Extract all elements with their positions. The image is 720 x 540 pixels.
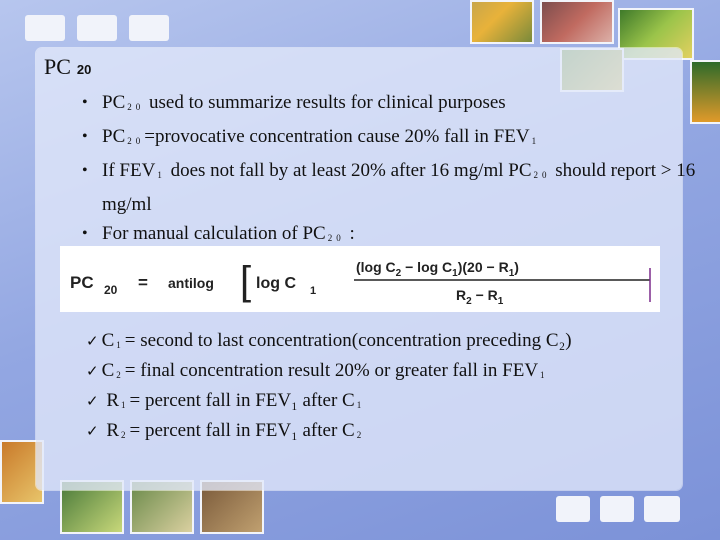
formula-log-c1-sub: 1 xyxy=(310,285,317,297)
subscript: 2 xyxy=(121,430,130,440)
subscript: 1 xyxy=(531,136,541,146)
definition-item xyxy=(86,328,686,358)
subscript: 20 xyxy=(127,136,145,146)
film-frame xyxy=(600,496,634,522)
bottom-film-strip xyxy=(556,496,682,522)
formula-antilog: antilog xyxy=(168,275,214,291)
text: PC xyxy=(102,126,126,147)
num-part: ) xyxy=(514,259,519,275)
check-icon: ✓ xyxy=(86,392,99,410)
check-icon: ✓ xyxy=(86,332,99,350)
subscript: 20 xyxy=(533,170,551,180)
definition-text: = second to last concentration(concentration preceding C₂) xyxy=(124,330,572,351)
var: C xyxy=(101,330,115,351)
text: should report > 16 mg/ml xyxy=(102,160,696,215)
num-sub: 1 xyxy=(508,268,515,279)
bullet-item xyxy=(80,156,700,219)
formula-log-c1: log C xyxy=(256,275,296,292)
decorative-photo-butterfly xyxy=(470,0,534,44)
var: R xyxy=(101,420,120,441)
subscript: 2 xyxy=(116,370,125,380)
formula-lhs: PC xyxy=(70,273,94,292)
definition-item xyxy=(86,418,686,448)
decorative-photo-barn xyxy=(540,0,614,44)
text: For manual calculation of PC xyxy=(102,223,326,244)
text: =provocative concentration cause 20% fall in FEV xyxy=(144,126,530,147)
title-subscript: 20 xyxy=(76,62,92,77)
num-part: − log C xyxy=(401,259,453,275)
text: PC xyxy=(102,92,126,113)
check-icon: ✓ xyxy=(86,422,99,440)
subscript: 1 xyxy=(116,340,125,350)
definition-item xyxy=(86,388,686,418)
den-part: − R xyxy=(471,287,498,303)
film-frame xyxy=(644,496,680,522)
film-frame xyxy=(25,15,65,41)
title-main: PC xyxy=(44,54,71,79)
num-part: (log C xyxy=(356,259,396,275)
definition-item xyxy=(86,358,686,388)
formula-numerator xyxy=(356,259,519,279)
text: used to summarize results for clinical purposes xyxy=(144,92,506,113)
formula-denominator xyxy=(456,287,504,307)
formula-left-bracket: [ xyxy=(240,259,252,303)
den-sub: 1 xyxy=(497,296,504,307)
text: If FEV xyxy=(102,160,156,181)
subscript: 20 xyxy=(127,102,145,112)
film-frame xyxy=(77,15,117,41)
num-part: )(20 − R xyxy=(457,259,509,275)
num-sub: 1 xyxy=(452,268,458,279)
check-icon: ✓ xyxy=(86,362,99,380)
subscript: 2 xyxy=(356,430,366,440)
subscript: 1 xyxy=(540,370,549,380)
formula-lhs-sub: 20 xyxy=(104,283,118,297)
den-sub: 2 xyxy=(466,296,472,307)
bullet-list xyxy=(80,88,700,253)
text: does not fall by at least 20% after 16 mg/ml PC xyxy=(165,160,532,181)
definition-text: = percent fall in FEV₁ after C xyxy=(129,420,355,441)
definitions-list xyxy=(86,328,686,448)
num-sub: 2 xyxy=(395,268,402,279)
subscript: 20 xyxy=(327,233,345,243)
var: R xyxy=(101,390,120,411)
formula-svg xyxy=(60,246,660,312)
bullet-item xyxy=(80,88,700,122)
top-film-strip xyxy=(25,15,170,45)
den-part: R xyxy=(456,287,467,303)
text: : xyxy=(344,223,355,244)
definition-text: = final concentration result 20% or greater fall in FEV xyxy=(124,360,539,381)
slide-title xyxy=(44,54,91,80)
film-frame xyxy=(556,496,590,522)
var: C xyxy=(101,360,115,381)
film-frame xyxy=(129,15,169,41)
formula-equals: = xyxy=(138,273,148,292)
subscript: 1 xyxy=(356,400,366,410)
definition-text: = percent fall in FEV₁ after C xyxy=(129,390,355,411)
subscript: 1 xyxy=(157,170,166,180)
pc20-formula-image xyxy=(60,246,660,312)
subscript: 1 xyxy=(121,400,130,410)
bullet-item xyxy=(80,122,700,156)
